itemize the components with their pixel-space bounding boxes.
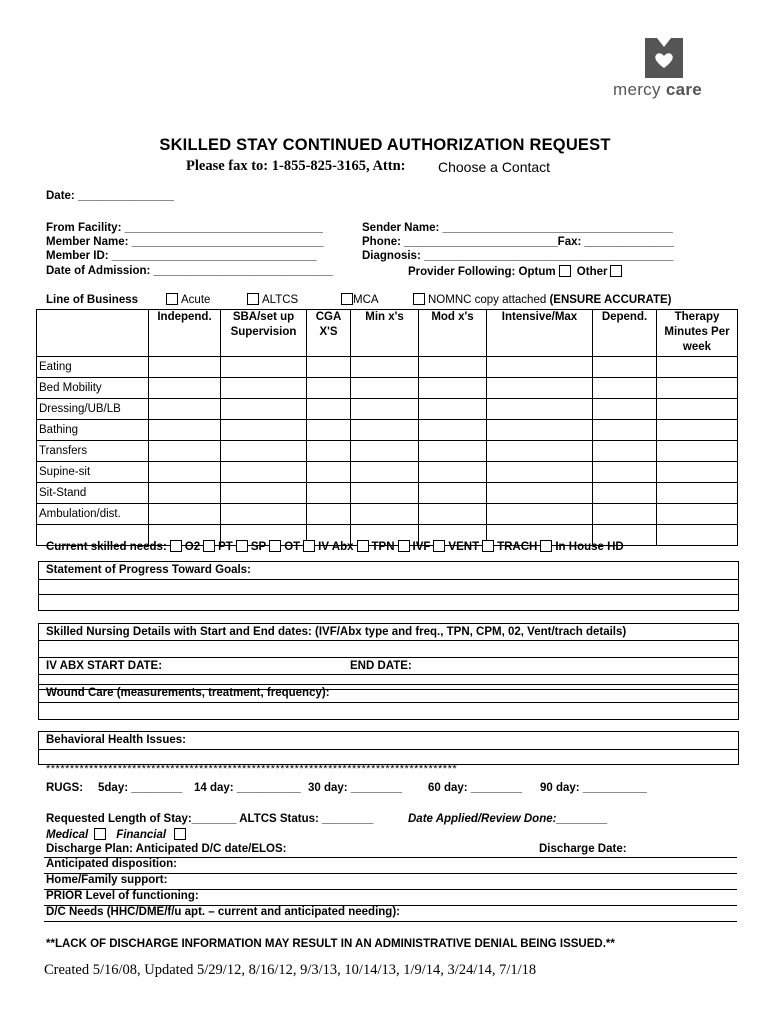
table-cell[interactable]	[593, 378, 657, 399]
table-cell[interactable]	[657, 357, 738, 378]
table-cell[interactable]	[351, 420, 419, 441]
table-cell[interactable]	[307, 441, 351, 462]
table-cell[interactable]	[221, 462, 307, 483]
table-cell[interactable]	[657, 462, 738, 483]
acute-label: Acute	[181, 294, 211, 306]
medical-checkbox[interactable]	[94, 828, 106, 840]
adl-header-cga: CGA X'S	[307, 310, 351, 357]
adl-row-label: Eating	[37, 357, 149, 378]
mca-checkbox[interactable]	[341, 293, 353, 305]
lob-mca	[338, 293, 379, 306]
table-cell[interactable]	[307, 504, 351, 525]
adl-header-depend: Depend.	[593, 310, 657, 357]
nomnc-label: NOMNC copy attached	[428, 294, 547, 306]
table-cell[interactable]	[487, 378, 593, 399]
discharge-plan-label: Discharge Plan: Anticipated D/C date/ELOS:	[46, 843, 287, 855]
mercy-care-logo-icon	[643, 38, 685, 78]
wound-care-section	[38, 684, 739, 720]
fax-line: Please fax to: 1-855-825-3165, Attn:	[186, 158, 406, 174]
table-cell[interactable]	[307, 420, 351, 441]
in-house-hd-checkbox[interactable]	[540, 540, 552, 552]
table-cell[interactable]	[419, 357, 487, 378]
table-row	[37, 399, 738, 420]
table-cell[interactable]	[351, 462, 419, 483]
adl-header-sba: SBA/set up Supervision	[221, 310, 307, 357]
trach-checkbox[interactable]	[482, 540, 494, 552]
table-cell[interactable]	[487, 504, 593, 525]
skilled-needs-label: Current skilled needs:	[46, 541, 167, 553]
adl-row-label: Dressing/UB/LB	[37, 399, 149, 420]
table-row	[37, 441, 738, 462]
table-cell[interactable]	[419, 483, 487, 504]
contact-select[interactable]: Choose a Contact	[438, 159, 551, 175]
adl-header-therapy: Therapy Minutes Per week	[657, 310, 738, 357]
vent-checkbox[interactable]	[433, 540, 445, 552]
financial-checkbox[interactable]	[174, 828, 186, 840]
denial-warning: **LACK OF DISCHARGE INFORMATION MAY RESULT IN AN ADMINISTRATIVE DENIAL BEING ISSUED.**	[46, 938, 615, 950]
logo-name-bold: care	[665, 80, 702, 99]
table-cell[interactable]	[419, 441, 487, 462]
date-applied-field[interactable]: Date Applied/Review Done:________	[408, 813, 608, 825]
date-of-admission-field[interactable]: Date of Admission: ____________________________	[46, 265, 333, 277]
adl-table	[36, 309, 738, 546]
provider-following-label: Provider Following: Optum	[408, 266, 556, 278]
table-cell[interactable]	[351, 504, 419, 525]
altcs-label: ALTCS	[262, 294, 299, 306]
table-cell[interactable]	[593, 483, 657, 504]
table-cell[interactable]	[419, 504, 487, 525]
nursing-details-section	[38, 623, 739, 690]
table-cell[interactable]	[593, 441, 657, 462]
table-cell[interactable]	[307, 483, 351, 504]
in-house-hd-label: In House HD	[555, 541, 624, 553]
iv-abx-checkbox[interactable]	[303, 540, 315, 552]
sender-name-field[interactable]: Sender Name: ____________________________________	[362, 222, 673, 234]
table-cell[interactable]	[487, 462, 593, 483]
sp-label: SP	[250, 541, 267, 553]
behavioral-section	[38, 731, 739, 765]
table-cell[interactable]	[657, 525, 738, 546]
requested-stay-field[interactable]: Requested Length of Stay:_______ ALTCS Status: ________	[46, 813, 374, 825]
rugs-30day[interactable]: 30 day: ________	[308, 782, 402, 794]
table-cell[interactable]	[307, 462, 351, 483]
dc-needs-label: D/C Needs (HHC/DME/f/u apt. – current and anticipated needing):	[46, 906, 400, 918]
table-cell[interactable]	[221, 399, 307, 420]
progress-section	[38, 561, 739, 611]
table-cell[interactable]	[593, 357, 657, 378]
table-cell[interactable]	[419, 378, 487, 399]
home-family-label: Home/Family support:	[46, 874, 168, 886]
table-row	[37, 420, 738, 441]
optum-checkbox[interactable]	[559, 265, 571, 277]
wound-care-line[interactable]	[39, 703, 738, 719]
table-cell[interactable]	[149, 420, 221, 441]
table-row	[37, 378, 738, 399]
o2-label: O2	[184, 541, 201, 553]
adl-header-mod: Mod x's	[419, 310, 487, 357]
other-checkbox[interactable]	[610, 265, 622, 277]
altcs-checkbox[interactable]	[247, 293, 259, 305]
member-name-field[interactable]: Member Name: ______________________________	[46, 236, 324, 248]
adl-header-min: Min x's	[351, 310, 419, 357]
anticipated-disposition-label: Anticipated disposition:	[46, 858, 177, 870]
table-cell[interactable]	[221, 441, 307, 462]
end-date-label: END DATE:	[350, 660, 412, 672]
table-cell[interactable]	[221, 483, 307, 504]
skilled-needs	[46, 540, 624, 553]
table-cell[interactable]	[487, 483, 593, 504]
adl-row-label: Sit-Stand	[37, 483, 149, 504]
table-row	[37, 483, 738, 504]
table-cell[interactable]	[657, 399, 738, 420]
revision-history: Created 5/16/08, Updated 5/29/12, 8/16/12, 9/3/13, 10/14/13, 1/9/14, 3/24/14, 7/1/18	[44, 962, 537, 978]
medical-label: Medical	[46, 829, 89, 841]
separator-stars: **************************************************************************************	[46, 763, 458, 775]
adl-header-blank	[37, 310, 149, 357]
table-cell[interactable]	[593, 399, 657, 420]
adl-header-row	[37, 310, 738, 357]
behavioral-label: Behavioral Health Issues:	[39, 732, 738, 750]
progress-line-1[interactable]	[39, 580, 738, 595]
rugs-60day[interactable]: 60 day: ________	[428, 782, 522, 794]
rugs-14day[interactable]: 14 day: __________	[194, 782, 301, 794]
table-cell[interactable]	[307, 378, 351, 399]
mca-label: MCA	[353, 294, 379, 306]
medical-financial-row	[46, 828, 189, 841]
table-cell[interactable]	[149, 378, 221, 399]
progress-label: Statement of Progress Toward Goals:	[39, 562, 738, 580]
table-row	[37, 504, 738, 525]
diagnosis-field[interactable]: Diagnosis: _______________________________________	[362, 250, 674, 262]
wound-care-label: Wound Care (measurements, treatment, frequency):	[39, 685, 738, 703]
table-row	[37, 462, 738, 483]
pt-checkbox[interactable]	[203, 540, 215, 552]
table-cell[interactable]	[221, 357, 307, 378]
dc-needs-underline	[44, 921, 737, 922]
table-cell[interactable]	[351, 399, 419, 420]
iv-abx-label: IV Abx	[318, 541, 354, 553]
o2-checkbox[interactable]	[170, 540, 182, 552]
table-cell[interactable]	[657, 378, 738, 399]
progress-line-2[interactable]	[39, 595, 738, 610]
provider-following	[408, 265, 625, 278]
table-cell[interactable]	[149, 504, 221, 525]
adl-header-independ: Independ.	[149, 310, 221, 357]
iv-abx-dates-row[interactable]	[39, 658, 738, 675]
adl-row-label: Ambulation/dist.	[37, 504, 149, 525]
rugs-label: RUGS:	[46, 782, 84, 794]
ot-checkbox[interactable]	[269, 540, 281, 552]
table-cell[interactable]	[419, 399, 487, 420]
table-cell[interactable]	[657, 420, 738, 441]
form-title: SKILLED STAY CONTINUED AUTHORIZATION REQUEST	[159, 136, 611, 154]
trach-label: TRACH	[497, 541, 538, 553]
table-cell[interactable]	[351, 378, 419, 399]
financial-label: Financial	[116, 829, 167, 841]
sp-checkbox[interactable]	[236, 540, 248, 552]
phone-fax-field[interactable]: Phone: ________________________Fax: ______________	[362, 236, 675, 248]
table-cell[interactable]	[149, 462, 221, 483]
table-cell[interactable]	[593, 420, 657, 441]
ensure-accurate-note: (ENSURE ACCURATE)	[549, 294, 672, 306]
table-cell[interactable]	[657, 504, 738, 525]
table-cell[interactable]	[351, 357, 419, 378]
ivf-label: IVF	[412, 541, 431, 553]
table-cell[interactable]	[657, 483, 738, 504]
date-field[interactable]: Date: _______________	[46, 190, 174, 202]
adl-row-label: Transfers	[37, 441, 149, 462]
rugs-5day[interactable]: 5day: ________	[98, 782, 183, 794]
nursing-details-label: Skilled Nursing Details with Start and End dates: (IVF/Abx type and freq., TPN, CPM, 02, Vent/trach details)	[39, 624, 738, 641]
adl-header-intensive: Intensive/Max	[487, 310, 593, 357]
rugs-90day[interactable]: 90 day: __________	[540, 782, 647, 794]
table-cell[interactable]	[419, 462, 487, 483]
lob-altcs	[244, 293, 298, 306]
logo-name-light: mercy	[613, 80, 666, 99]
table-cell[interactable]	[221, 378, 307, 399]
table-cell[interactable]	[419, 420, 487, 441]
tpn-checkbox[interactable]	[357, 540, 369, 552]
logo-wordmark	[613, 80, 702, 100]
table-cell[interactable]	[351, 441, 419, 462]
line-of-business-label: Line of Business	[46, 294, 139, 306]
member-id-field[interactable]: Member ID: ________________________________	[46, 250, 317, 262]
nomnc-checkbox[interactable]	[413, 293, 425, 305]
table-cell[interactable]	[307, 357, 351, 378]
iv-start-label: IV ABX START DATE:	[46, 660, 163, 672]
table-cell[interactable]	[149, 399, 221, 420]
behavioral-line[interactable]	[39, 750, 738, 764]
table-cell[interactable]	[221, 420, 307, 441]
table-cell[interactable]	[487, 399, 593, 420]
lob-acute	[163, 293, 210, 306]
table-cell[interactable]	[487, 420, 593, 441]
provider-other-label: Other	[576, 266, 608, 278]
table-cell[interactable]	[149, 483, 221, 504]
discharge-date-label: Discharge Date:	[539, 843, 627, 855]
adl-row-label: Supine-sit	[37, 462, 149, 483]
acute-checkbox[interactable]	[166, 293, 178, 305]
lob-nomnc	[410, 293, 671, 306]
table-cell[interactable]	[149, 441, 221, 462]
table-cell[interactable]	[487, 441, 593, 462]
table-cell[interactable]	[593, 504, 657, 525]
table-cell[interactable]	[351, 483, 419, 504]
table-cell[interactable]	[221, 504, 307, 525]
table-cell[interactable]	[593, 462, 657, 483]
ot-label: OT	[284, 541, 301, 553]
pt-label: PT	[218, 541, 233, 553]
tpn-label: TPN	[371, 541, 395, 553]
table-cell[interactable]	[307, 399, 351, 420]
nursing-details-line[interactable]	[39, 641, 738, 658]
adl-row-label: Bathing	[37, 420, 149, 441]
prior-level-label: PRIOR Level of functioning:	[46, 890, 199, 902]
adl-row-label: Bed Mobility	[37, 378, 149, 399]
vent-label: VENT	[448, 541, 480, 553]
table-cell[interactable]	[149, 357, 221, 378]
table-row	[37, 357, 738, 378]
from-facility-field[interactable]: From Facility: _______________________________	[46, 222, 323, 234]
ivf-checkbox[interactable]	[398, 540, 410, 552]
table-cell[interactable]	[487, 357, 593, 378]
table-cell[interactable]	[657, 441, 738, 462]
